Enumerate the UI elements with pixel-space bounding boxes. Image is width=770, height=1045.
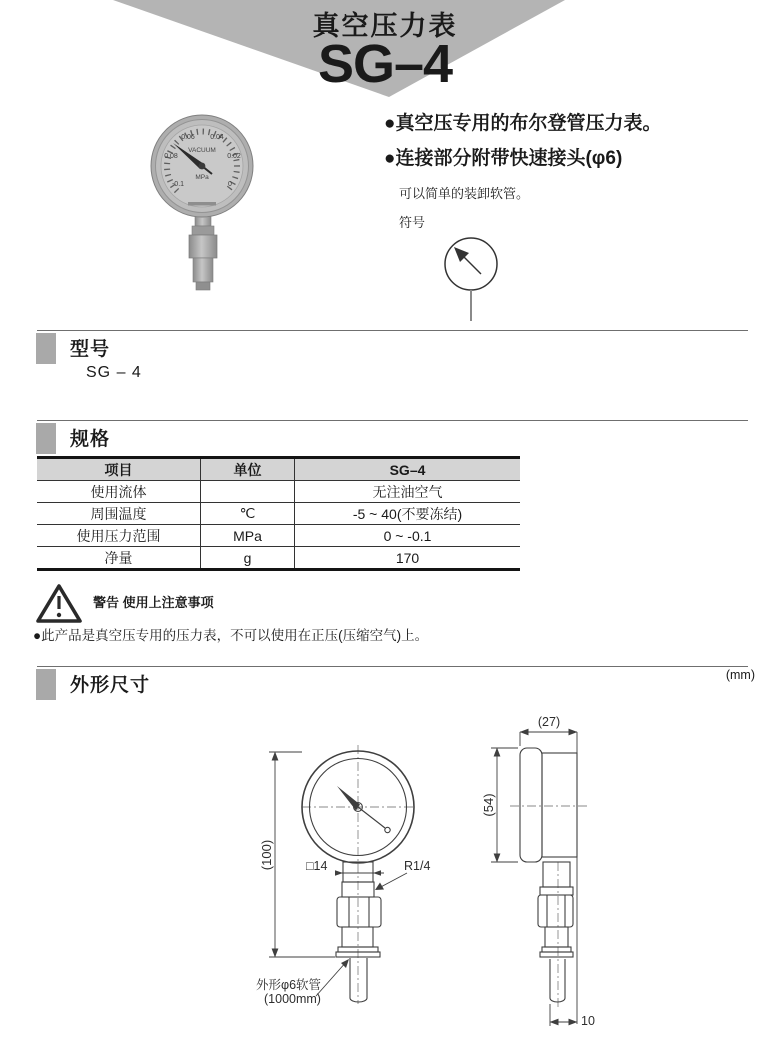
dial-vacuum-text: VACUUM <box>188 147 216 154</box>
section-marker-spec <box>36 423 56 454</box>
table-row <box>37 481 520 503</box>
spec-cell: 净量 <box>37 547 201 570</box>
model-value: SG – 4 <box>86 364 142 381</box>
section-divider-spec <box>37 420 748 421</box>
spec-cell: 无注油空气 <box>295 481 521 503</box>
spec-cell: 周围温度 <box>37 503 201 525</box>
spec-table <box>37 456 520 571</box>
table-row <box>37 503 520 525</box>
section-title-spec: 规格 <box>70 429 111 450</box>
dial-tick-004: 0.04 <box>210 134 224 141</box>
spec-cell: 170 <box>295 547 521 570</box>
dial-tick-01: -0.1 <box>171 181 185 188</box>
table-row <box>37 547 520 570</box>
dial-tick-0: 0 <box>228 181 232 188</box>
spec-col-unit: 单位 <box>201 458 295 481</box>
spec-cell: 使用流体 <box>37 481 201 503</box>
side-view <box>481 715 595 1028</box>
dial-unit-text: MPa <box>195 174 209 181</box>
feature-bullet-2: ●连接部分附带快速接头(φ6) <box>384 148 623 169</box>
product-photo <box>144 110 266 298</box>
dial-tick-002: 0.02 <box>227 153 241 160</box>
gauge-dial <box>151 115 253 217</box>
spec-cell: MPa <box>201 525 295 547</box>
dim-height-label: (100) <box>259 839 274 871</box>
symbol-label: 符号 <box>399 215 426 230</box>
feature-note: 可以简单的装卸软管。 <box>399 186 530 201</box>
spec-cell: -5 ~ 40(不要冻结) <box>295 503 521 525</box>
warning-triangle-icon <box>36 582 84 626</box>
spec-col-item: 项目 <box>37 458 201 481</box>
spec-cell: 使用压力范围 <box>37 525 201 547</box>
dial-tick-006: 0.06 <box>181 134 195 141</box>
spec-cell: g <box>201 547 295 570</box>
dim-width-label: (27) <box>537 715 561 729</box>
section-title-model: 型号 <box>70 339 111 360</box>
front-view <box>256 745 430 1006</box>
warning-label: 警告 使用上注意事项 <box>93 595 214 610</box>
feature-bullet-1: ●真空压专用的布尔登管压力表。 <box>384 113 662 134</box>
dim-depth-label: (54) <box>481 793 496 817</box>
warning-text: ●此产品是真空压专用的压力表，不可以使用在正压(压缩空气)上。 <box>33 628 429 643</box>
dims-unit-note: (mm) <box>725 668 755 682</box>
header-category: 真空压力表 <box>312 11 458 41</box>
gauge-symbol-icon <box>440 232 510 324</box>
dim-square-label: □14 <box>306 859 328 873</box>
dial-tick-008: 0.08 <box>164 153 178 160</box>
section-marker-model <box>36 333 56 364</box>
page-title-model: SG–4 <box>317 34 453 94</box>
spec-cell: ℃ <box>201 503 295 525</box>
spec-col-model: SG–4 <box>295 458 521 481</box>
section-divider-dims <box>37 666 748 667</box>
spec-cell <box>201 481 295 503</box>
dimension-drawing <box>238 712 628 1045</box>
spec-cell: 0 ~ -0.1 <box>295 525 521 547</box>
dim-thread-label: R1/4 <box>404 859 431 873</box>
tube-label-line2: (1000mm) <box>264 992 321 1006</box>
dim-tube-dia-label: 10 <box>581 1014 595 1028</box>
section-divider-model <box>37 330 748 331</box>
spec-table-header-row <box>37 458 520 481</box>
tube-label-line1: 外形φ6软管 <box>256 978 322 992</box>
table-row <box>37 525 520 547</box>
section-title-dims: 外形尺寸 <box>70 675 151 696</box>
gauge-stem <box>189 214 217 290</box>
